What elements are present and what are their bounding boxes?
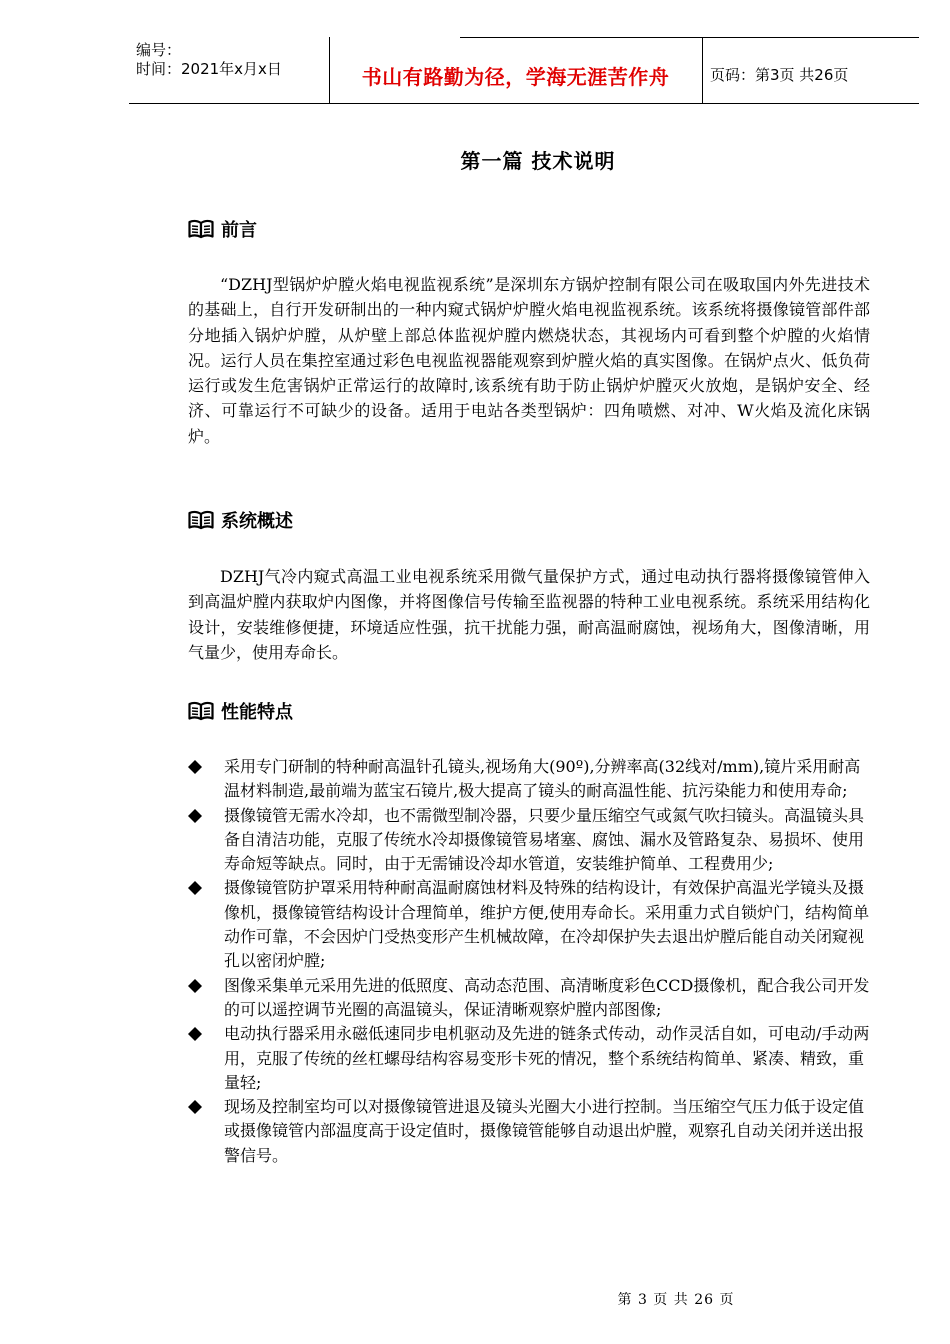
section-heading-text: 前言 (221, 220, 257, 241)
list-item-text: 采用专门研制的特种耐高温针孔镜头,视场角大(90º),分辨率高(32线对/mm),镜片采用耐高温材料制造,最前端为蓝宝石镜片,极大提高了镜头的耐高温性能、抗污染能力和使用寿命; (224, 757, 861, 801)
header-divider (702, 37, 703, 103)
list-item (188, 755, 874, 804)
header-meta (136, 41, 282, 79)
page-footer: 第 3 页 共 26 页 (617, 1292, 735, 1308)
diamond-bullet-icon (188, 760, 202, 774)
list-item-text: 摄像镜管防护罩采用特种耐高温耐腐蚀材料及特殊的结构设计，有效保护高温光学镜头及摄像机，摄像镜管结构设计合理简单，维护方便,使用寿命长。采用重力式自锁炉门，结构简单动作可靠，不会因炉门受热变形产生机械故障，在冷却保护失去退出炉膛后能自动关闭窥视孔以密闭炉膛; (224, 878, 870, 971)
diamond-bullet-icon (188, 881, 202, 895)
diamond-bullet-icon (188, 809, 202, 823)
open-book-icon (188, 510, 214, 530)
overview-body: DZHJ气冷内窥式高温工业电视系统采用微气量保护方式，通过电动执行器将摄像镜管伸入到高温炉膛内获取炉内图像，并将图像信号传输至监视器的特种工业电视系统。系统采用结构化设计，安装维修便捷，环境适应性强，抗干扰能力强，耐高温耐腐蚀，视场角大，图像清晰，用气量少，使用寿命长。 (188, 567, 870, 662)
header-top-rule (460, 37, 919, 38)
preface-body: “DZHJ型锅炉炉膛火焰电视监视系统”是深圳东方锅炉控制有限公司在吸取国内外先进技术的基础上，自行开发研制出的一种内窥式锅炉炉膛火焰电视监视系统。该系统将摄像镜管部件部分地插入锅炉炉膛，从炉壁上部总体监视炉膛内燃烧状态，其视场内可看到整个炉膛的火焰情况。运行人员在集控室通过彩色电视监视器能观察到炉膛火焰的真实图像。在锅炉点火、低负荷运行或发生危害锅炉正常运行的故障时,该系统有助于防止锅炉炉膛灭火放炮，是锅炉安全、经济、可靠运行不可缺少的设备。适用于电站各类型锅炉：四角喷燃、对冲、W火焰及流化床锅炉。 (188, 275, 870, 446)
list-item (188, 1022, 874, 1095)
page-header (129, 37, 919, 104)
overview-paragraph (188, 564, 870, 665)
list-item (188, 876, 874, 973)
list-item (188, 1095, 874, 1168)
list-item (188, 974, 874, 1023)
section-heading-text: 系统概述 (221, 511, 293, 532)
document-title: 第一篇 技术说明 (460, 149, 616, 173)
preface-paragraph (188, 272, 870, 449)
diamond-bullet-icon (188, 979, 202, 993)
header-page-info: 页码：第3页 共26页 (710, 66, 849, 84)
section-heading-text: 性能特点 (221, 702, 293, 723)
list-item-text: 摄像镜管无需水冷却，也不需微型制冷器，只要少量压缩空气或氮气吹扫镜头。高温镜头具备自清洁功能，克服了传统水冷却摄像镜管易堵塞、腐蚀、漏水及管路复杂、易损坏、使用寿命短等缺点。同时，由于无需铺设冷却水管道，安装维护简单、工程费用少; (224, 805, 865, 874)
open-book-icon (188, 219, 214, 239)
list-item-text: 现场及控制室均可以对摄像镜管进退及镜头光圈大小进行控制。当压缩空气压力低于设定值或摄像镜管内部温度高于设定值时，摄像镜管能够自动退出炉膛，观察孔自动关闭并送出报警信号。 (224, 1097, 865, 1165)
section-heading-overview (188, 507, 293, 533)
section-heading-features (188, 698, 293, 724)
section-heading-preface (188, 216, 257, 242)
serial-label: 编号： (136, 41, 182, 59)
time-label: 时间：2021年x月x日 (136, 60, 282, 78)
list-item-text: 图像采集单元采用先进的低照度、高动态范围、高清晰度彩色CCD摄像机，配合我公司开发的可以遥控调节光圈的高温镜头，保证清晰观察炉膛内部图像; (224, 975, 870, 1019)
diamond-bullet-icon (188, 1027, 202, 1041)
features-list (188, 755, 874, 1168)
open-book-icon (188, 701, 214, 721)
diamond-bullet-icon (188, 1100, 202, 1114)
list-item (188, 804, 874, 877)
header-motto: 书山有路勤为径，学海无涯苦作舟 (361, 65, 670, 89)
list-item-text: 电动执行器采用永磁低速同步电机驱动及先进的链条式传动，动作灵活自如，可电动/手动两用，克服了传统的丝杠螺母结构容易变形卡死的情况，整个系统结构简单、紧凑、精致，重量轻; (224, 1024, 870, 1092)
